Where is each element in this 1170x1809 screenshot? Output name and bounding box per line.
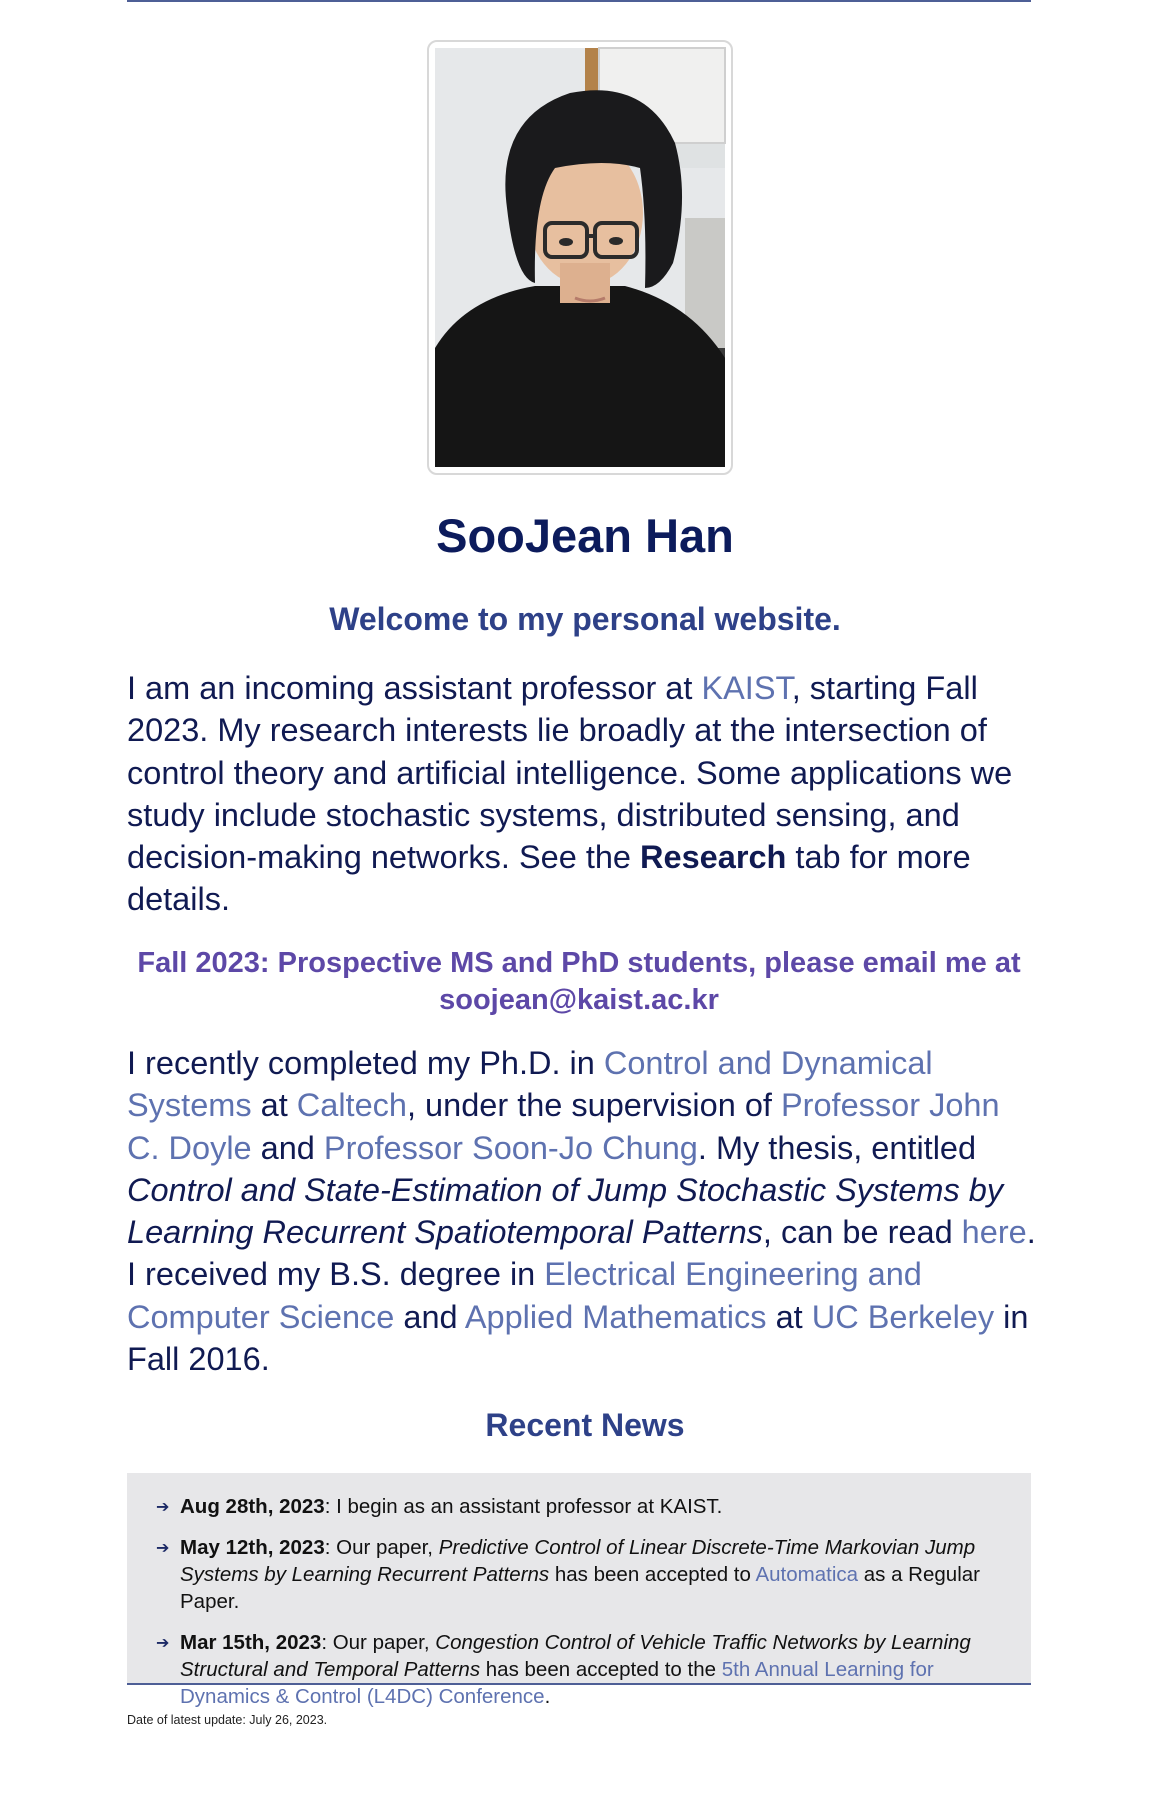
profile-photo-frame [427,40,733,475]
eecs-link[interactable]: Electrical Engineering and Computer Science [127,1256,922,1335]
news-scroll-box[interactable] [127,1473,1031,1708]
news-text: as a Regular Paper. [180,1563,980,1613]
news-paper-title: Congestion Control of Vehicle Traffic Networks by Learning Structural and Temporal Patterns [180,1631,971,1681]
welcome-heading: Welcome to my personal website. [329,601,841,637]
doyle-link[interactable]: Professor John C. Doyle [127,1087,1000,1166]
news-list [127,1473,1031,1710]
portrait-image [435,48,725,467]
page-title: SooJean Han [436,509,734,562]
news-text: : Our paper, [321,1631,436,1654]
automatica-link[interactable]: Automatica [755,1563,859,1586]
news-date: Aug 28th, 2023 [180,1495,325,1518]
news-text: has been accepted to [549,1563,756,1586]
news-text: . [544,1685,551,1708]
bio-text: and [394,1298,465,1335]
bio-text: in Fall 2016. [127,1298,1029,1378]
news-item [156,1629,1011,1710]
bio-text: . I received my B.S. degree in [127,1214,1036,1293]
bio-text: at [766,1298,812,1335]
arrow-right-icon: ➔ [156,1499,170,1516]
berkeley-link[interactable]: UC Berkeley [811,1298,995,1335]
admissions-notice: Fall 2023: Prospective MS and PhD students, please email me at soojean@kaist.ac.kr [137,947,1021,1016]
recent-news-heading: Recent News [485,1407,685,1443]
thesis-link[interactable]: here [961,1214,1027,1251]
research-emphasis: Research [640,839,787,876]
kaist-link[interactable]: KAIST [701,670,792,706]
news-paper-title: Predictive Control of Linear Discrete-Time Markovian Jump Systems by Learning Recurrent Patterns [180,1536,976,1586]
bio-text: . My thesis, entitled [697,1129,977,1166]
l4dc-link[interactable]: 5th Annual Learning for Dynamics & Control (L4DC) Conference [180,1658,934,1708]
intro-paragraph [127,667,1037,921]
bio-text: I recently completed my Ph.D. in [127,1045,604,1081]
arrow-right-icon: ➔ [156,1635,170,1652]
bio-text: at [251,1087,297,1124]
news-text: has been accepted to the [480,1658,722,1681]
profile-photo [435,48,725,467]
news-text: : I begin as an assistant professor at KAIST. [324,1495,723,1518]
arrow-right-icon: ➔ [156,1540,170,1557]
bio-text: and [251,1129,324,1166]
intro-text-1: I am an incoming assistant professor at [127,670,702,706]
news-text: : Our paper, [324,1536,439,1559]
thesis-title: Control and State-Estimation of Jump Stochastic Systems by Learning Recurrent Spatiotemporal Patterns [127,1171,1004,1251]
last-updated-footer: Date of latest update: July 26, 2023. [127,1713,328,1727]
applied-math-link[interactable]: Applied Mathematics [464,1298,767,1335]
intro-text-2: , starting Fall 2023. My research interests lie broadly at the intersection of control theory and artificial intelligence. Some applications we study include stochastic systems, distributed sensing, and decision-making networks. See the [127,670,1013,876]
news-date: Mar 15th, 2023 [180,1631,322,1654]
news-item [156,1534,1011,1615]
bio-text: , under the supervision of [406,1087,781,1124]
top-divider [127,0,1031,2]
bio-paragraph [127,1042,1037,1380]
intro-text-3: tab for more details. [127,839,971,918]
chung-link[interactable]: Professor Soon-Jo Chung [323,1129,698,1166]
bio-text: , can be read [762,1214,962,1251]
news-item [156,1493,1011,1520]
news-date: May 12th, 2023 [180,1536,325,1559]
cds-link[interactable]: Control and Dynamical Systems [127,1045,933,1124]
caltech-link[interactable]: Caltech [296,1087,407,1124]
